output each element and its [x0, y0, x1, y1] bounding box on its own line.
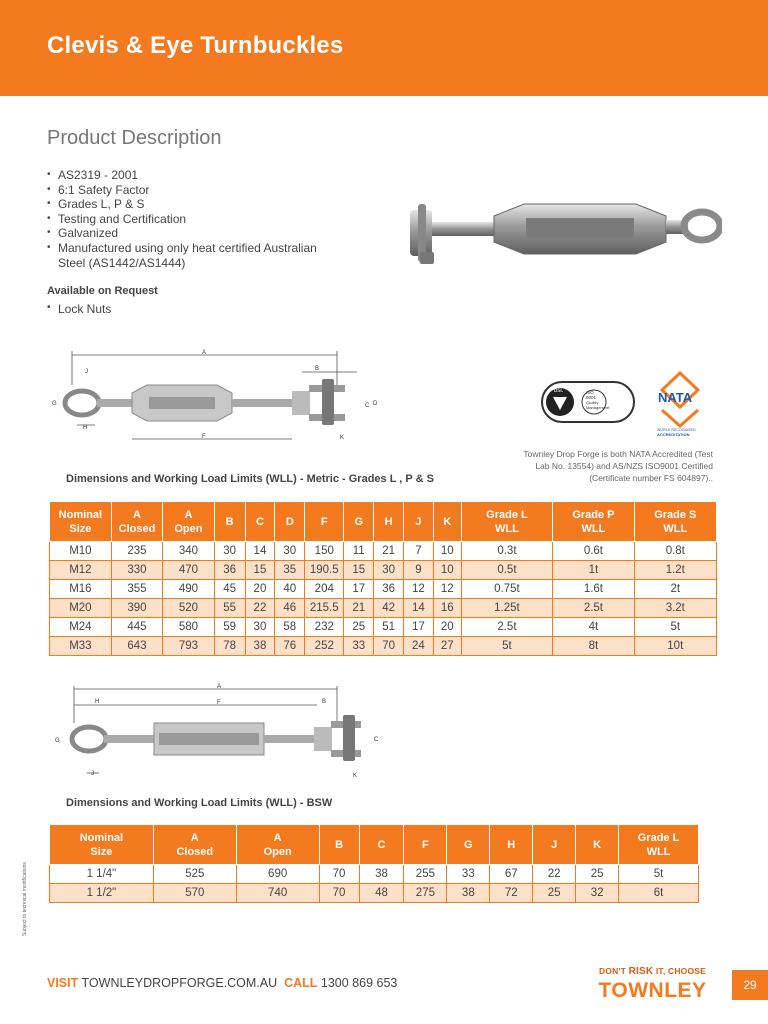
- website-link[interactable]: TOWNLEYDROPFORGE.COM.AU: [81, 976, 278, 990]
- table-cell: 38: [447, 884, 490, 903]
- table-cell: M16: [50, 580, 112, 599]
- table-cell: 1.25t: [461, 599, 553, 618]
- column-header: [404, 502, 434, 542]
- column-header: [214, 502, 245, 542]
- table-cell: 27: [433, 637, 461, 656]
- table-cell: 36: [374, 580, 404, 599]
- townley-logo: [590, 966, 715, 1010]
- table-cell: 7: [404, 542, 434, 561]
- column-header: [447, 825, 490, 865]
- table-cell: 30: [275, 542, 305, 561]
- feature-item: • Galvanized: [47, 226, 347, 241]
- table-cell: M10: [50, 542, 112, 561]
- column-header-line: A: [190, 831, 199, 844]
- dim-label-c: C: [365, 403, 370, 409]
- bsw-dimension-diagram: [47, 683, 387, 783]
- table-cell: 525: [153, 865, 236, 884]
- bsw-label-b: B: [322, 699, 327, 705]
- table-cell: 12: [433, 580, 461, 599]
- feature-item: • 6:1 Safety Factor: [47, 183, 347, 198]
- column-header: [490, 825, 533, 865]
- table-cell: 793: [163, 637, 214, 656]
- table-cell: 32: [576, 884, 619, 903]
- table-cell: 340: [163, 542, 214, 561]
- iso-line-2: 9001: [586, 395, 597, 400]
- column-header: [245, 502, 275, 542]
- table-cell: 38: [245, 637, 275, 656]
- column-header-line: Grade L: [486, 508, 528, 521]
- column-header-line: WLL: [646, 845, 671, 858]
- table-cell: 490: [163, 580, 214, 599]
- dim-label-k: K: [340, 435, 345, 441]
- column-header: [319, 825, 359, 865]
- page-number: 29: [732, 970, 768, 1000]
- table-cell: 12: [404, 580, 434, 599]
- column-header-line: B: [225, 515, 234, 528]
- table-cell: 25: [533, 884, 576, 903]
- brand-tagline: [590, 966, 715, 977]
- bsw-label-h: H: [95, 699, 100, 705]
- table-row: [50, 599, 717, 618]
- table-cell: 17: [344, 580, 374, 599]
- footer-contact: [47, 976, 397, 990]
- column-header: [553, 502, 634, 542]
- turnbuckle-photo: [404, 186, 722, 272]
- cert-note: Townley Drop Forge is both NATA Accredited (Test Lab No. 13554) and AS/NZS ISO9001 Certified (Certificate number FS 604897)..: [523, 449, 713, 483]
- column-header-line: J: [551, 838, 558, 851]
- table-cell: 33: [344, 637, 374, 656]
- table-cell: 1t: [553, 561, 634, 580]
- table-cell: 38: [359, 865, 404, 884]
- column-header-line: K: [443, 515, 452, 528]
- column-header-line: WLL: [495, 522, 519, 535]
- bsw-label-j: J: [91, 771, 94, 777]
- column-header: [533, 825, 576, 865]
- column-header-line: Size: [69, 522, 92, 535]
- phone-number: 1300 869 653: [320, 976, 398, 990]
- bsw-table-title: Dimensions and Working Load Limits (WLL) - BSW: [66, 797, 333, 809]
- column-header-line: Open: [263, 845, 292, 858]
- table-cell: 10: [433, 542, 461, 561]
- table-cell: 1 1/4": [50, 865, 154, 884]
- column-header: [163, 502, 214, 542]
- table-cell: 36: [214, 561, 245, 580]
- table-cell: M33: [50, 637, 112, 656]
- column-header: [374, 502, 404, 542]
- table-cell: 30: [374, 561, 404, 580]
- feature-item: • Manufactured using only heat certified Australian Steel (AS1442/AS1444): [47, 241, 347, 270]
- table-cell: 235: [111, 542, 162, 561]
- column-header: [153, 825, 236, 865]
- table-cell: 76: [275, 637, 305, 656]
- table-cell: 740: [236, 884, 319, 903]
- table-cell: M20: [50, 599, 112, 618]
- column-header-line: H: [384, 515, 393, 528]
- table-cell: 48: [359, 884, 404, 903]
- table-cell: M12: [50, 561, 112, 580]
- column-header-line: Nominal: [58, 508, 103, 521]
- table-cell: 11: [344, 542, 374, 561]
- column-header-line: F: [320, 515, 328, 528]
- column-header: [619, 825, 699, 865]
- metric-dimension-diagram: [47, 345, 387, 445]
- table-cell: 4t: [553, 618, 634, 637]
- table-cell: 580: [163, 618, 214, 637]
- table-row: [50, 637, 717, 656]
- table-cell: 67: [490, 865, 533, 884]
- table-cell: 690: [236, 865, 319, 884]
- table-cell: 2.5t: [553, 599, 634, 618]
- table-row: [50, 561, 717, 580]
- table-cell: 22: [533, 865, 576, 884]
- column-header-line: Closed: [118, 522, 156, 535]
- table-cell: 21: [374, 542, 404, 561]
- column-header: [461, 502, 553, 542]
- column-header-line: Open: [174, 522, 203, 535]
- table-cell: 70: [319, 865, 359, 884]
- nata-sub-2: ACCREDITATION: [657, 432, 690, 437]
- table-cell: 16: [433, 599, 461, 618]
- table-cell: 22: [245, 599, 275, 618]
- table-cell: 42: [374, 599, 404, 618]
- column-header-line: Grade S: [654, 508, 697, 521]
- table-cell: 390: [111, 599, 162, 618]
- column-header: [404, 825, 447, 865]
- table-cell: 10: [433, 561, 461, 580]
- iso-line-4: Management: [586, 405, 610, 410]
- table-cell: 1 1/2": [50, 884, 154, 903]
- table-cell: 14: [245, 542, 275, 561]
- table-cell: 35: [275, 561, 305, 580]
- column-header-line: Nominal: [79, 831, 124, 844]
- page-title: Clevis & Eye Turnbuckles: [47, 32, 344, 59]
- feature-item: • Grades L, P & S: [47, 197, 347, 212]
- dim-label-b: B: [315, 366, 320, 372]
- page-header: [0, 0, 768, 96]
- table-cell: 15: [245, 561, 275, 580]
- table-cell: 6t: [619, 884, 699, 903]
- side-note: Subject to technical modifications: [22, 862, 28, 936]
- column-header: [305, 502, 344, 542]
- column-header: [275, 502, 305, 542]
- table-row: [50, 542, 717, 561]
- table-cell: 30: [245, 618, 275, 637]
- metric-table-title: Dimensions and Working Load Limits (WLL) - Metric - Grades L , P & S: [66, 473, 434, 485]
- column-header-line: G: [354, 515, 364, 528]
- column-header-line: WLL: [663, 522, 688, 535]
- iso-line-1: ISO: [586, 390, 594, 395]
- bsw-label-a: A: [217, 684, 222, 690]
- column-header-line: Size: [90, 845, 113, 858]
- column-header-line: J: [415, 515, 422, 528]
- table-cell: 5t: [461, 637, 553, 656]
- tagline-risk: RISK: [628, 966, 654, 977]
- metric-wll-table: [49, 501, 717, 656]
- table-cell: 55: [214, 599, 245, 618]
- table-cell: 570: [153, 884, 236, 903]
- table-cell: 20: [433, 618, 461, 637]
- table-row: [50, 865, 699, 884]
- table-cell: 0.75t: [461, 580, 553, 599]
- visit-label: VISIT: [47, 976, 79, 990]
- available-list: [47, 302, 111, 316]
- table-cell: 252: [305, 637, 344, 656]
- column-header-line: H: [507, 838, 516, 851]
- dim-label-a: A: [202, 350, 207, 356]
- column-header-line: G: [464, 838, 473, 851]
- table-cell: 1.2t: [634, 561, 716, 580]
- certification-logos: [540, 370, 720, 440]
- table-cell: 643: [111, 637, 162, 656]
- table-cell: 20: [245, 580, 275, 599]
- table-cell: 46: [275, 599, 305, 618]
- bsw-label-g: G: [55, 738, 60, 744]
- column-header-line: C: [255, 515, 264, 528]
- available-item: • Lock Nuts: [47, 302, 111, 316]
- tagline-pre: DON'T: [598, 966, 627, 976]
- column-header: [433, 502, 461, 542]
- bsi-label: bsi.: [554, 388, 564, 394]
- column-header-line: D: [285, 515, 294, 528]
- call-label: CALL: [284, 976, 318, 990]
- dim-label-d: D: [373, 401, 378, 407]
- column-header-line: A: [184, 508, 193, 521]
- dim-label-j: J: [85, 369, 88, 375]
- table-cell: 45: [214, 580, 245, 599]
- column-header: [634, 502, 716, 542]
- available-title: Available on Request: [47, 285, 158, 297]
- dim-label-h: H: [83, 425, 88, 431]
- table-cell: 0.3t: [461, 542, 553, 561]
- table-cell: M24: [50, 618, 112, 637]
- table-cell: 21: [344, 599, 374, 618]
- table-cell: 3.2t: [634, 599, 716, 618]
- table-cell: 1.6t: [553, 580, 634, 599]
- table-cell: 51: [374, 618, 404, 637]
- table-cell: 2t: [634, 580, 716, 599]
- column-header-line: C: [377, 838, 386, 851]
- column-header-line: A: [273, 831, 282, 844]
- feature-item: • Testing and Certification: [47, 212, 347, 227]
- feature-list: [47, 168, 347, 270]
- column-header-line: K: [593, 838, 602, 851]
- column-header-line: F: [422, 838, 429, 851]
- bsw-label-k: K: [353, 773, 358, 779]
- column-header: [111, 502, 162, 542]
- section-title: Product Description: [47, 127, 222, 149]
- column-header-line: A: [133, 508, 141, 521]
- nata-sub-1: WORLD RECOGNISED: [657, 428, 696, 432]
- table-cell: 40: [275, 580, 305, 599]
- table-cell: 275: [404, 884, 447, 903]
- column-header: [50, 825, 154, 865]
- column-header-line: B: [335, 838, 344, 851]
- table-cell: 204: [305, 580, 344, 599]
- table-cell: 30: [214, 542, 245, 561]
- bsw-wll-table: [49, 824, 699, 903]
- dim-label-g: G: [52, 401, 57, 407]
- table-cell: 78: [214, 637, 245, 656]
- table-cell: 330: [111, 561, 162, 580]
- column-header-line: Closed: [176, 845, 214, 858]
- table-cell: 232: [305, 618, 344, 637]
- table-cell: 59: [214, 618, 245, 637]
- bsw-label-f: F: [217, 700, 221, 706]
- table-cell: 5t: [634, 618, 716, 637]
- table-cell: 25: [344, 618, 374, 637]
- table-cell: 17: [404, 618, 434, 637]
- nata-logo: NATA: [658, 390, 693, 405]
- table-cell: 14: [404, 599, 434, 618]
- table-cell: 70: [319, 884, 359, 903]
- table-cell: 72: [490, 884, 533, 903]
- table-cell: 190.5: [305, 561, 344, 580]
- table-cell: 0.8t: [634, 542, 716, 561]
- table-cell: 2.5t: [461, 618, 553, 637]
- table-cell: 470: [163, 561, 214, 580]
- table-cell: 520: [163, 599, 214, 618]
- column-header-line: Grade L: [637, 831, 680, 844]
- table-row: [50, 884, 699, 903]
- table-cell: 0.5t: [461, 561, 553, 580]
- table-cell: 445: [111, 618, 162, 637]
- bsw-label-c: C: [374, 737, 379, 743]
- iso-line-3: Quality: [586, 400, 599, 405]
- table-cell: 5t: [619, 865, 699, 884]
- tagline-post: IT, CHOOSE: [655, 966, 707, 976]
- column-header: [50, 502, 112, 542]
- table-cell: 215.5: [305, 599, 344, 618]
- table-cell: 25: [576, 865, 619, 884]
- table-cell: 8t: [553, 637, 634, 656]
- column-header: [344, 502, 374, 542]
- table-cell: 24: [404, 637, 434, 656]
- column-header: [236, 825, 319, 865]
- column-header: [359, 825, 404, 865]
- table-row: [50, 580, 717, 599]
- table-cell: 255: [404, 865, 447, 884]
- table-cell: 33: [447, 865, 490, 884]
- feature-item: • AS2319 - 2001: [47, 168, 347, 183]
- table-cell: 15: [344, 561, 374, 580]
- table-cell: 70: [374, 637, 404, 656]
- table-cell: 355: [111, 580, 162, 599]
- table-cell: 150: [305, 542, 344, 561]
- table-row: [50, 618, 717, 637]
- column-header-line: WLL: [581, 522, 606, 535]
- table-cell: 58: [275, 618, 305, 637]
- brand-name: TOWNLEY: [598, 979, 707, 1002]
- column-header-line: Grade P: [572, 508, 615, 521]
- column-header: [576, 825, 619, 865]
- table-cell: 10t: [634, 637, 716, 656]
- dim-label-f: F: [202, 434, 206, 440]
- table-cell: 9: [404, 561, 434, 580]
- table-cell: 0.6t: [553, 542, 634, 561]
